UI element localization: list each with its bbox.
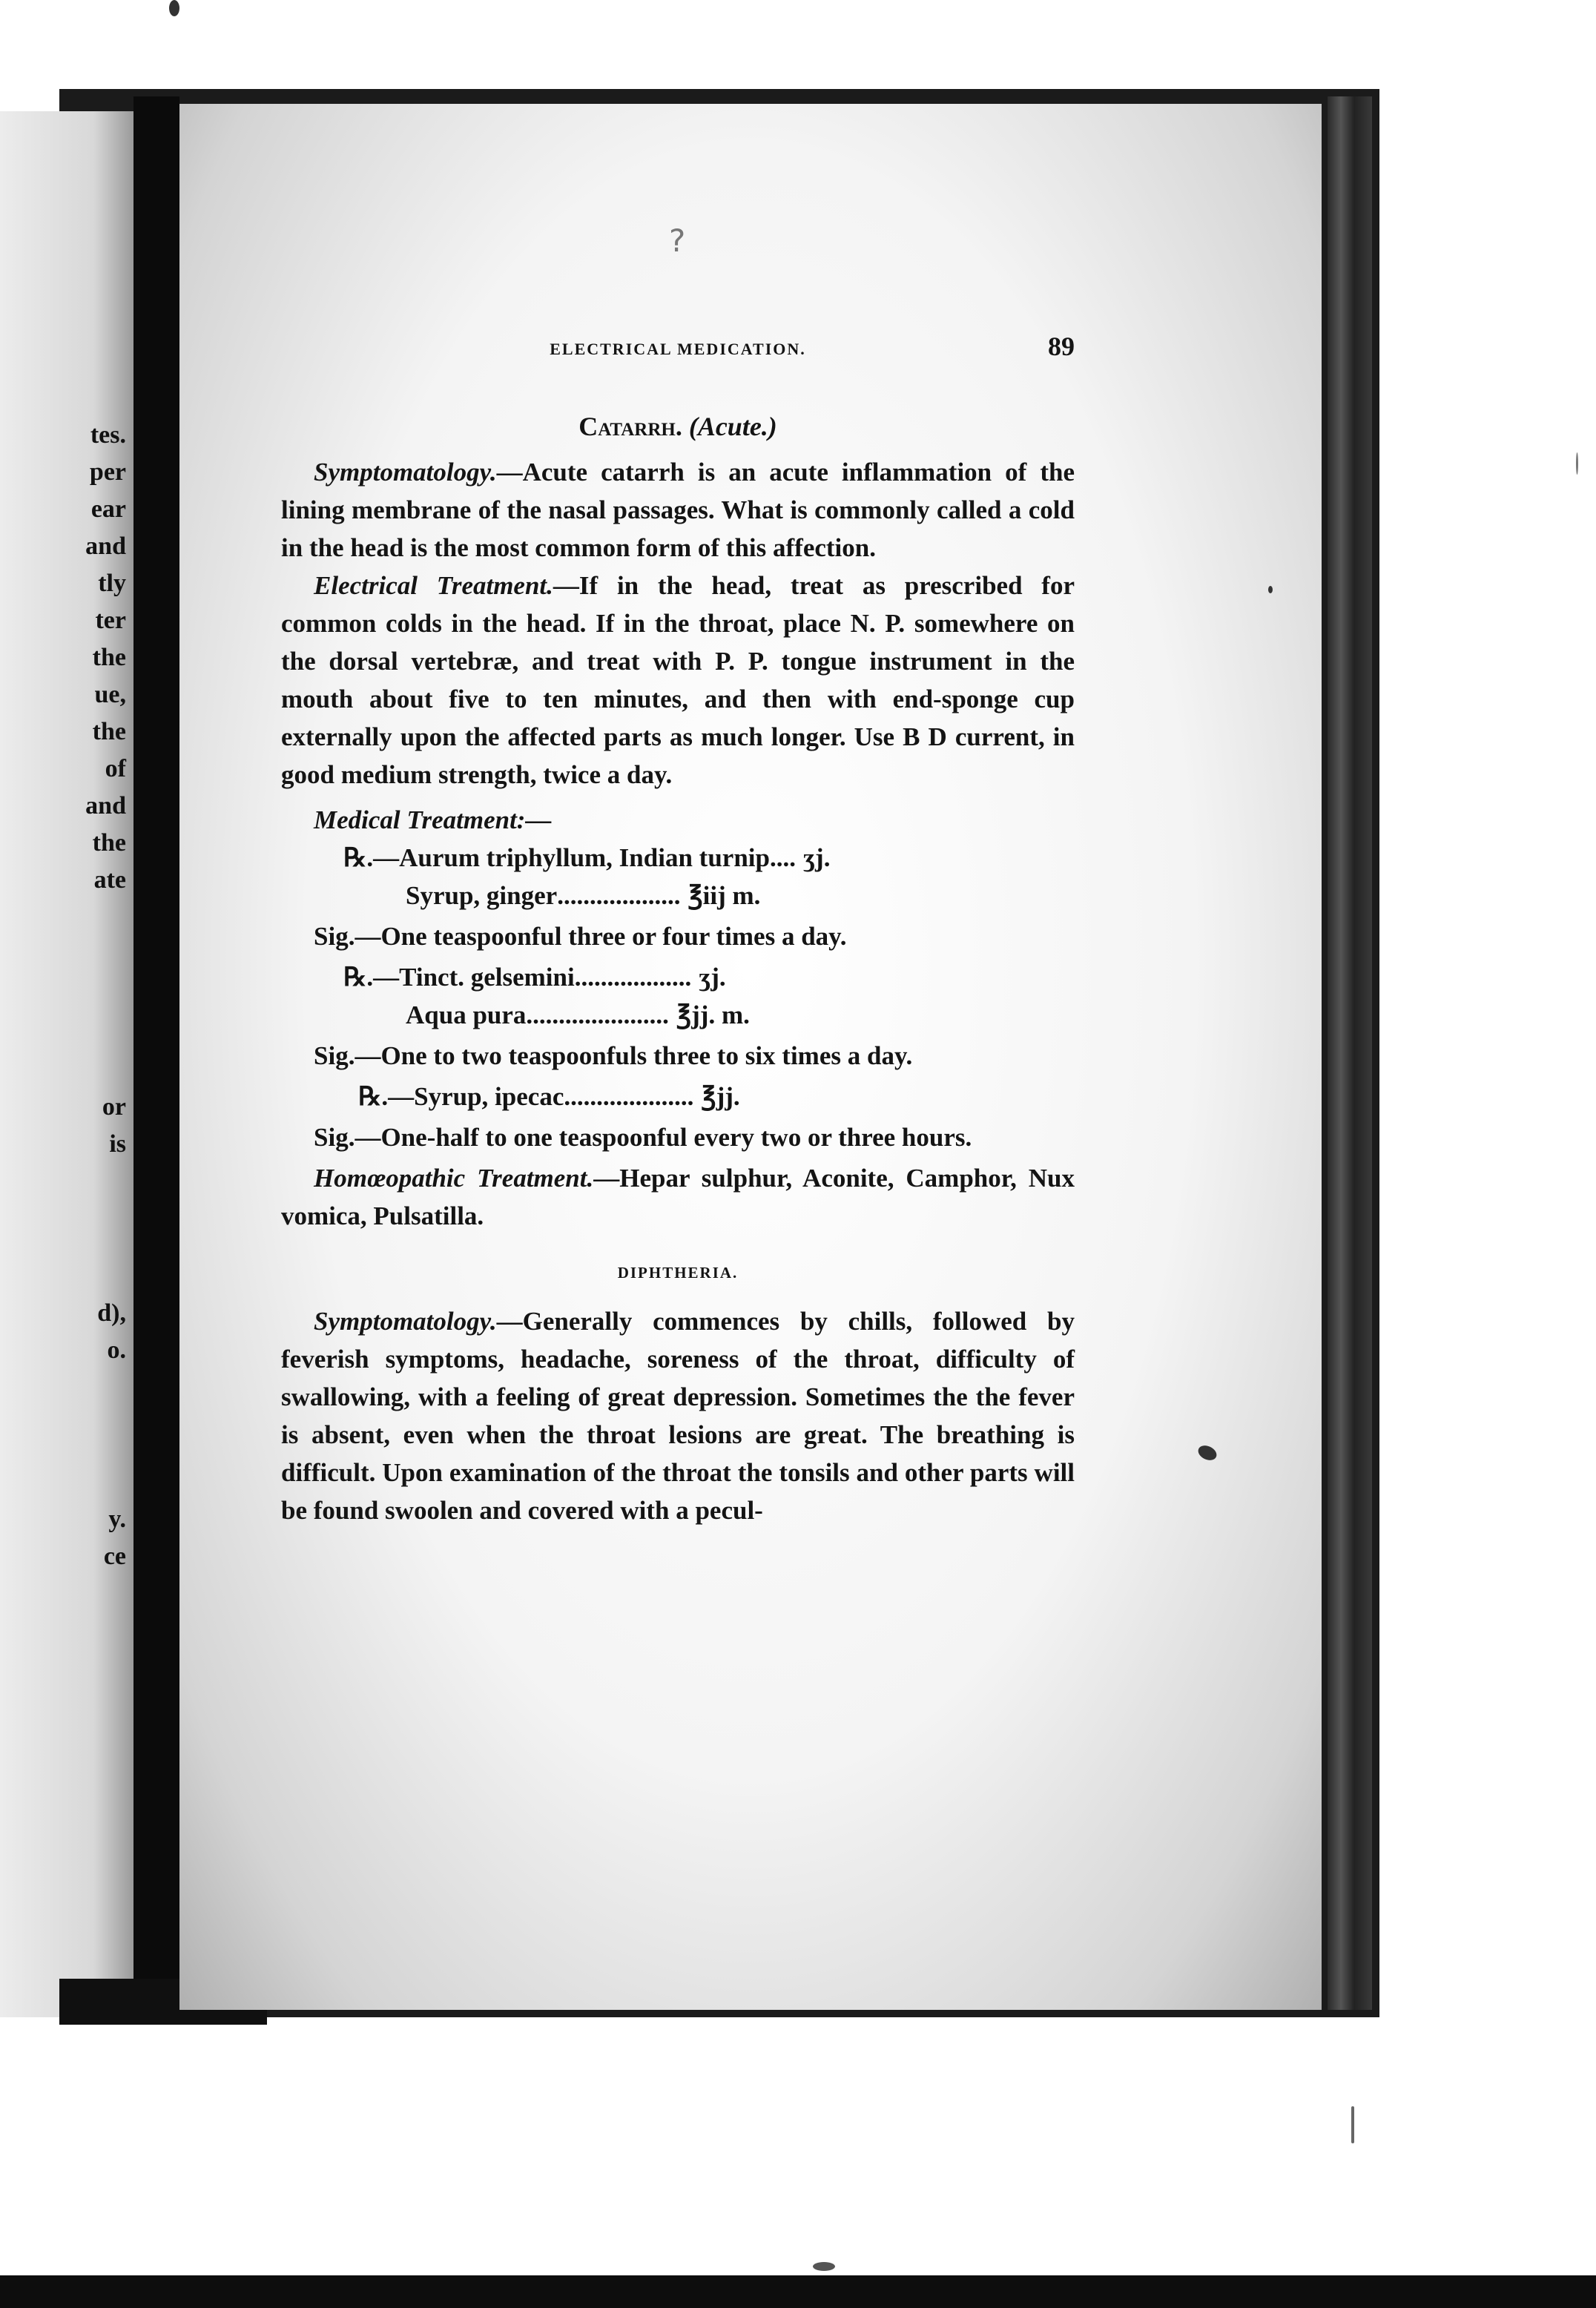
electrical-treatment-text: —If in the head, treat as prescribed for common colds in the head. If in the throat, place N. P. somewhere on the dorsal vertebræ, and treat with P. P. tongue instrument in the mouth about five to ten minutes, and then with end-sponge cup externally upon the affected parts as much longer. Use B D current, in good medium strength, twice a day. — [281, 571, 1075, 789]
prescription-leader: .... — [770, 843, 796, 872]
prescription-leader: ................... — [557, 881, 681, 910]
left-page-fragment: and — [85, 533, 126, 560]
prescription-line — [281, 1078, 1075, 1115]
catarrh-electrical-treatment — [281, 567, 1075, 794]
left-page-fragment: y. — [108, 1506, 126, 1533]
prescription-quantity: ℥iij m. — [687, 881, 761, 910]
running-head-title: ELECTRICAL MEDICATION. — [550, 340, 806, 358]
prescription-leader: ...................... — [526, 1000, 669, 1029]
prescription-quantity: ℥jj. — [701, 1082, 740, 1111]
left-page-fragment: ter — [95, 607, 126, 634]
page-body — [281, 334, 1075, 1529]
left-page-fragment: ate — [93, 866, 126, 894]
pencil-mark: ? — [669, 222, 686, 259]
prescription-ingredient: ℞.—Aurum triphyllum, Indian turnip — [343, 843, 770, 872]
left-page-fragment: the — [92, 644, 126, 671]
book-fore-edge — [1328, 96, 1372, 2010]
ink-speck — [169, 0, 179, 16]
diphtheria-heading: DIPHTHERIA. — [617, 1264, 739, 1282]
ink-speck — [1351, 2106, 1354, 2143]
left-page-fragment: the — [92, 718, 126, 745]
left-page-fragment: and — [85, 792, 126, 820]
prescription-line — [281, 877, 1075, 914]
prescription — [281, 1078, 1075, 1156]
symptomatology-text: —Generally commences by chills, followed by feverish symptoms, headache, soreness of the throat, difficulty of swallowing, with a feeling of great depression. Sometimes the the fever is absent, even when the throat lesions are great. The breathing is difficult. Upon examination of the throat the tonsils and other parts will be found swoolen and covered with a pecul- — [281, 1307, 1075, 1525]
prescription-quantity: ʒj. — [699, 963, 726, 992]
left-page-fragment: is — [109, 1130, 126, 1158]
left-page-fragment: ce — [103, 1543, 126, 1570]
electrical-treatment-label: Electrical Treatment. — [314, 571, 553, 600]
ink-speck — [1268, 586, 1273, 593]
right-page — [179, 104, 1322, 2010]
left-page — [0, 111, 133, 2017]
prescription-line — [281, 958, 1075, 996]
symptomatology-text: —Acute catarrh is an acute inflammation of the lining membrane of the nasal passages. What is commonly called a cold in the head is the most common form of this affection. — [281, 458, 1075, 562]
prescription-ingredient: Aqua pura — [406, 1000, 527, 1029]
homoeopathic-treatment-text: —Hepar sulphur, Aconite, Camphor, Nux vomica, Pulsatilla. — [281, 1164, 1075, 1230]
prescription-line — [281, 839, 1075, 877]
page-number: 89 — [1048, 332, 1075, 361]
left-page-fragment: ear — [90, 495, 126, 523]
prescription-quantity: ʒj. — [803, 843, 831, 872]
medical-treatment-label: Medical Treatment:— — [314, 805, 552, 834]
left-page-fragment: tes. — [90, 421, 126, 449]
catarrh-heading — [281, 408, 1075, 446]
prescription-ingredient: Syrup, ginger — [406, 881, 558, 910]
left-page-fragment: ue, — [94, 681, 126, 708]
scan-bottom-border — [0, 2275, 1596, 2308]
left-page-fragment: d), — [97, 1299, 126, 1327]
prescription-ingredient: ℞.—Syrup, ipecac — [358, 1082, 564, 1111]
prescription-ingredient: ℞.—Tinct. gelsemini — [343, 963, 575, 992]
left-page-fragment: or — [102, 1093, 126, 1121]
left-page-fragment: per — [89, 458, 126, 486]
catarrh-symptomatology — [281, 453, 1075, 567]
prescription-line — [281, 996, 1075, 1034]
prescription — [281, 958, 1075, 1075]
left-page-fragment: tly — [98, 570, 126, 597]
diphtheria-symptomatology — [281, 1302, 1075, 1529]
prescription-leader: .................. — [574, 963, 692, 992]
symptomatology-label: Symptomatology. — [314, 458, 497, 487]
prescription-sig: Sig.—One teaspoonful three or four times a day. — [314, 922, 847, 951]
left-page-fragment: o. — [107, 1336, 126, 1364]
homoeopathic-treatment-label: Homœopathic Treatment. — [314, 1164, 594, 1193]
prescription-quantity: ℥jj. m. — [676, 1000, 750, 1029]
prescription — [281, 839, 1075, 955]
prescription-leader: .................... — [564, 1082, 694, 1111]
ink-speck — [1576, 452, 1578, 475]
catarrh-qualifier: (Acute.) — [688, 412, 777, 441]
ink-speck — [813, 2262, 835, 2271]
book-spine — [133, 96, 179, 2017]
symptomatology-label: Symptomatology. — [314, 1307, 497, 1336]
left-page-fragment: the — [92, 829, 126, 857]
catarrh-homoeopathic-treatment — [281, 1159, 1075, 1235]
left-page-fragment: of — [105, 755, 126, 782]
prescription-sig: Sig.—One-half to one teaspoonful every two or three hours. — [314, 1123, 972, 1152]
catarrh-title: Catarrh. — [578, 412, 682, 441]
prescription-sig: Sig.—One to two teaspoonfuls three to six times a day. — [314, 1041, 913, 1070]
